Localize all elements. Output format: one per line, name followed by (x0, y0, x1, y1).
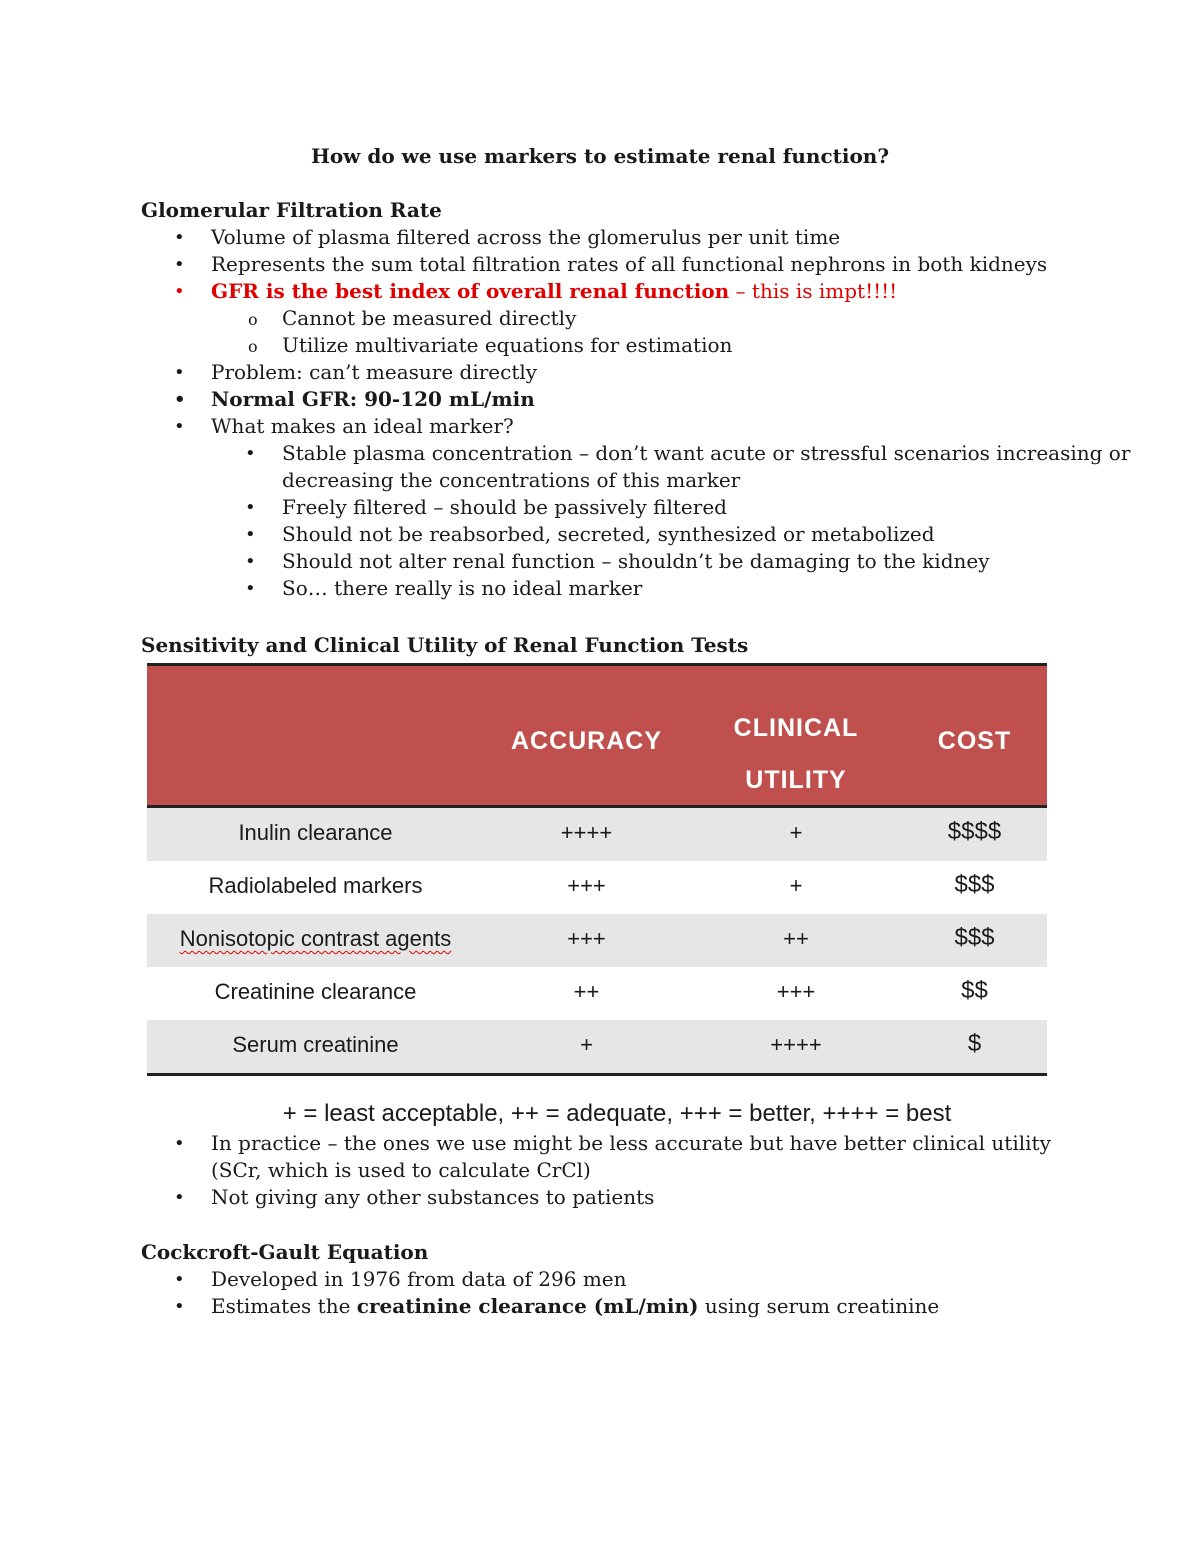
list-item: • So… there really is no ideal marker (245, 576, 643, 600)
list-item: • Problem: can’t measure directly (174, 360, 538, 384)
table-header (147, 663, 1047, 808)
list-item (0, 305, 1132, 359)
bullet-icon: • (174, 1187, 185, 1208)
list-item: • In practice – the ones we use might be less accurate but have better clinical utility (SCr, which is used to calculate CrCl) (174, 1131, 1051, 1182)
sensitivity-list (0, 1130, 1051, 1211)
table-row: Radiolabeled markers +++ + $$$ (208, 871, 995, 898)
list-item: • Stable plasma concentration – don’t want acute or stressful scenarios increasing or decreasing the concentrations of this marker (245, 441, 1131, 492)
col-clinical-utility: CLINICAL UTILITY (733, 714, 859, 794)
list-item: o Cannot be measured directly (282, 305, 1132, 332)
table-legend: + = least acceptable, ++ = adequate, +++ = better, ++++ = best (282, 1100, 952, 1127)
gfr-list (0, 224, 1132, 602)
bullet-icon: • (174, 227, 185, 248)
list-item: • Should not be reabsorbed, secreted, synthesized or metabolized (245, 522, 935, 546)
list-item: o Utilize multivariate equations for estimation (282, 332, 1132, 359)
bullet-icon: • (245, 578, 256, 599)
table-row: Nonisotopic contrast agents +++ ++ $$$ (147, 914, 1047, 967)
list-item: • Developed in 1976 from data of 296 men (174, 1267, 627, 1291)
table-row: Inulin clearance ++++ + $$$$ (147, 808, 1047, 861)
bullet-icon: • (174, 1133, 185, 1154)
list-item: • Should not alter renal function – shouldn’t be damaging to the kidney (245, 549, 990, 573)
cockcroft-list (0, 1266, 939, 1320)
bullet-icon: • (245, 443, 256, 464)
bullet-icon: • (174, 281, 185, 302)
list-item: • Represents the sum total filtration rates of all functional nephrons in both kidneys (174, 252, 1048, 276)
renal-tests-table (147, 663, 1047, 1076)
list-item: • GFR is the best index of overall renal function – this is impt!!!! (174, 279, 898, 303)
bullet-icon: • (174, 254, 185, 275)
page-title: How do we use markers to estimate renal function? (310, 144, 890, 168)
bullet-icon: • (245, 497, 256, 518)
bullet-icon: • (245, 551, 256, 572)
gfr-heading: Glomerular Filtration Rate (141, 198, 442, 222)
col-cost: COST (937, 727, 1012, 755)
gfr-key-point: GFR is the best index of overall renal function (211, 279, 730, 303)
col-accuracy: ACCURACY (510, 727, 663, 755)
circle-bullet-icon: o (248, 310, 258, 329)
table-row: Serum creatinine + ++++ $ (147, 1020, 1047, 1076)
sensitivity-heading: Sensitivity and Clinical Utility of Renal Function Tests (141, 633, 749, 657)
circle-bullet-icon: o (248, 337, 258, 356)
list-item: • Not giving any other substances to patients (174, 1185, 655, 1209)
list-item: • What makes an ideal marker? (174, 414, 514, 438)
spellcheck-word: Nonisotopic contrast agents (179, 926, 452, 951)
bullet-icon: • (174, 1269, 185, 1290)
bullet-icon: • (174, 362, 185, 383)
list-item: • Freely filtered – should be passively filtered (245, 495, 727, 519)
bullet-icon: • (245, 524, 256, 545)
bullet-icon: • (174, 389, 186, 410)
bullet-icon: • (174, 416, 185, 437)
table-row: Creatinine clearance ++ +++ $$ (214, 977, 988, 1004)
list-item: • Volume of plasma filtered across the glomerulus per unit time (174, 225, 841, 249)
list-item: • Normal GFR: 90-120 mL/min (174, 387, 535, 411)
list-item: • Estimates the creatinine clearance (mL/min) using serum creatinine (174, 1294, 940, 1318)
bullet-icon: • (174, 1296, 185, 1317)
list-item (0, 440, 1132, 602)
cockcroft-heading: Cockcroft-Gault Equation (141, 1240, 429, 1264)
